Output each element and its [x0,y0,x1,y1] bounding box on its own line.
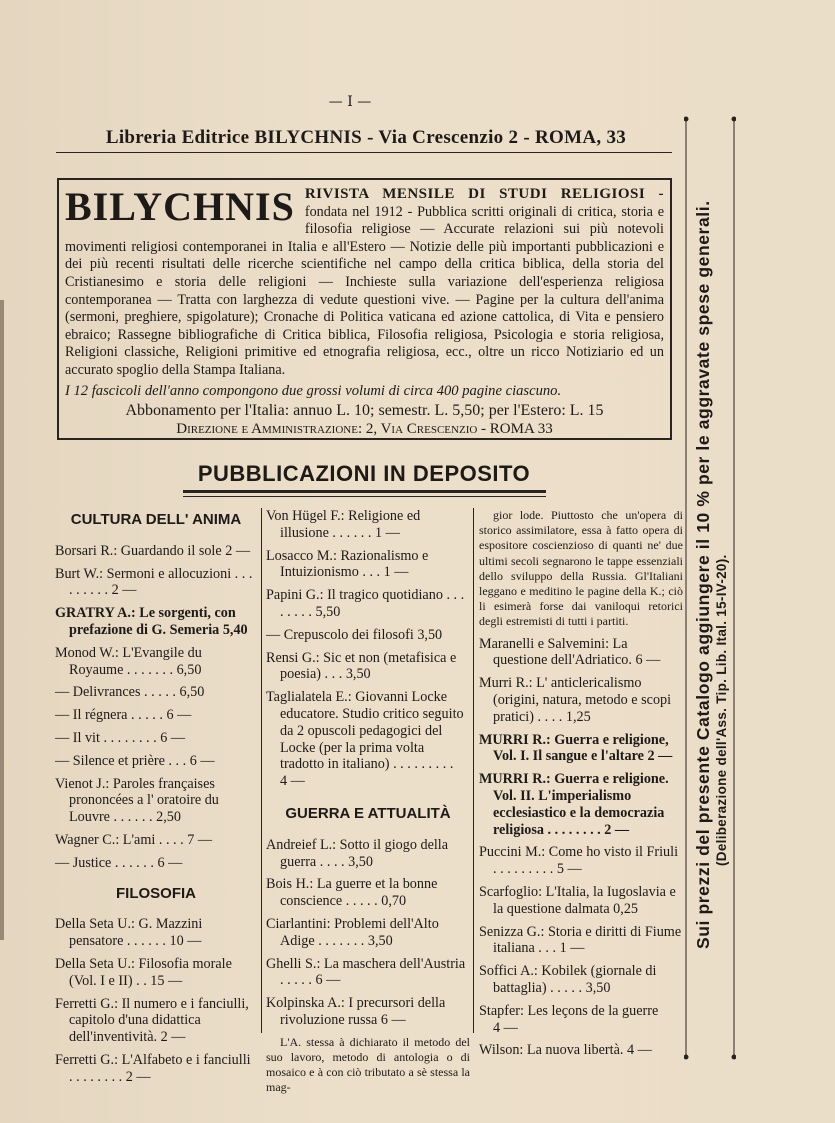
entry-price: 1,25 [565,708,591,725]
entry-title: GRATRY A.: Le sorgenti, con prefazione di G. Semeria [55,605,236,638]
entry-title: Losacco M.: Razionalismo e Intuizionismo . . . [266,547,429,581]
catalog-entry [55,776,257,826]
entry-price: 3,50 [417,626,443,643]
entry-title: Vienot J.: Paroles françaises prononcées a l' oratoire du Louvre . . . . . . [55,775,219,826]
column-3 [479,508,683,1065]
catalog-entry [266,837,470,871]
entry-price: 6 — [380,1011,406,1028]
catalog-entry [266,956,470,990]
entry-title: Ferretti G.: Il numero e i fanciulli, capitolo d'una didattica dell'inventività. [55,995,249,1046]
catalog-entry [479,675,683,725]
entry-price: 1 — [559,940,585,957]
title-rule-thick [183,490,546,493]
catalog-entry [55,684,257,701]
entry-title: Burt W.: Sermoni e allocuzioni . . . . . . . . . [55,565,253,599]
entry-title: Rensi G.: Sic et non (metafisica e poesia) . . . [266,649,457,683]
entry-title: Monod W.: L'Evangile du Royaume . . . . . . . [55,644,202,678]
entry-title: Stapfer: Les leçons de la guerre [479,1002,659,1019]
entry-title: Bois H.: La guerre et la bonne conscience . . . . . [266,876,438,910]
ad-fascicoli: I 12 fascicoli dell'anno compongono due grossi volumi di circa 400 pagine ciascuno. [65,382,562,399]
entry-list-filosofia [55,916,257,1085]
brand-wordmark: BILYCHNIS [65,184,295,229]
column-divider [473,508,474,1033]
catalog-entry [55,707,257,724]
bilychnis-advertisement [57,178,672,440]
catalog-entry [266,650,470,684]
entry-title: — Il vit . . . . . . . . [55,729,161,746]
ad-description: fondata nel 1912 - Pubblica scritti originali di critica, storia e filosofia religiose — Accurate relazioni sui più notevoli movimenti religiosi contemporanei in Italia e all'Estero — Notizie delle più importanti pubblicazioni e dei più recenti risultati delle ricerche scientifiche nel campo della critica biblica, della storia del Cristianesimo e storia delle religioni — Inchieste sulla variazione dell'esperienza religiosa contemporanea — Tratta con larghezza di vedute questioni vive. — Pagine per la cultura dell'anima (sermoni, preghiere, spigolature); Cronache di Politica vaticana ed azione cattolica, di Vita e pensiero ebraico; Rassegne bibliografiche di Critica biblica, Filosofia religiosa, Psicologia e storia religiosa, Religioni classiche, Religioni primitive ed etnografia religiosa, ecc., oltre un ricco Notiziario ed un accurato spoglio della Stampa Italiana. [65,203,664,378]
entry-price: 2 — [160,1029,186,1046]
entry-title: MURRI R.: Guerra e religione. Vol. II. L'imperialismo ecclesiastico e la democrazia religiosa . . . . . . . . [479,771,669,838]
entry-price: 15 — [150,972,183,989]
entry-title: — Justice . . . . . . [55,854,158,871]
section-heading-guerra: GUERRA E ATTUALITÀ [285,804,451,822]
catalog-entry [55,543,257,560]
catalog-entry [479,636,683,670]
entry-title: Senizza G.: Storia e diritti di Fiume italiana . . . [479,923,682,957]
catalog-entry [479,732,683,766]
catalog-entry [55,605,257,639]
entry-title: Papini G.: Il tragico quotidiano . . . . . . . . [266,587,465,620]
side-note-sub: (Deliberazione dell'Ass. Tip. Lib. Ital. 15-IV-20). [714,554,729,866]
entry-title: Puccini M.: Come ho visto il Friuli . . . . . . . . . [479,844,679,878]
catalog-entry [479,1042,683,1059]
entry-list-guerra-continued [479,636,683,1060]
entry-price: 5,40 [222,621,248,638]
entry-title: Murri R.: L' anticlericalismo (origini, natura, metodo e scopi pratici) . . . . [479,675,672,725]
column-divider [261,508,262,1033]
page-number: — I — [328,94,372,110]
entry-title: Von Hügel F.: Religione ed illusione . . . . . . [266,508,421,541]
catalog-entry [266,627,470,644]
entry-price: 6 — [635,652,661,669]
entry-list-guerra [266,837,470,1029]
review-note-continued: gior lode. Piuttosto che un'opera di storico assimilatore, essa à fatto opera di espositore coscienzioso di quanti ne' due ultimi secoli segnarono le tappe essenziali dello sviluppo della Russia. Gl'Italiani leggano e meditino le pagine della K.; ciò li esimerà forse dai vaniloqui retorici degli estremisti di tutti i partiti. [479,508,683,629]
catalog-entry [266,587,470,621]
entry-price: 1 — [374,524,400,541]
catalog-entry [479,844,683,878]
catalog-entry [55,996,257,1046]
entry-title: Ferretti G.: L'Alfabeto e i fanciulli . . . . . . . . [55,1051,251,1085]
entry-title: Ciarlantini: Problemi dell'Alto Adige . . . . . . . [266,915,439,949]
entry-price: 6 — [166,707,192,724]
catalog-entry [479,963,683,997]
catalog-entry [55,645,257,679]
catalog-entry [479,1003,683,1037]
entry-price: 6 — [157,854,183,871]
catalog-entry [55,566,257,600]
entry-price: 6,50 [176,661,202,678]
catalog-entry [55,753,257,770]
entry-price: 6 — [315,972,341,989]
catalog-entry [55,855,257,872]
entry-price: 6 — [160,729,186,746]
entry-title: Scarfoglio: L'Italia, la Iugoslavia e la questione dalmata [479,883,676,917]
catalog-entry [55,832,257,849]
entry-price: 3,50 [367,932,393,949]
header-rule [56,152,672,153]
entry-price: 3,50 [348,853,373,870]
entry-price: 3,50 [345,666,371,683]
title-rule-thin [183,496,546,497]
entry-title: Maranelli e Salvemini: La questione dell'Adriatico. [479,635,636,669]
entry-title: Borsari R.: Guardando il sole [55,542,226,559]
catalog-entry [266,916,470,950]
catalog-entry [266,876,470,910]
catalog-entry [55,730,257,747]
entry-list-cultura [55,543,257,872]
ad-lead: RIVISTA MENSILE DI STUDI RELIGIOSI - [304,186,664,202]
ad-subscription: Abbonamento per l'Italia: annuo L. 10; semestr. L. 5,50; per l'Estero: L. 15 [125,402,604,420]
section-main-title: PUBBLICAZIONI IN DEPOSITO [197,461,531,486]
entry-price: 1 — [383,564,409,581]
entry-price: 0,25 [613,900,638,917]
entry-price: 4 — [626,1042,652,1059]
side-note-main: Sui prezzi del presente Catalogo aggiungere il 10 % per le aggravate spese generali. [693,200,713,949]
column-2 [266,508,470,1102]
entry-title: Andreief L.: Sotto il giogo della guerra . . . . [266,836,449,870]
entry-title: Soffici A.: Kobilek (giornale di battaglia) . . . . . [479,963,657,996]
catalog-entry [479,884,683,918]
entry-price: 2 — [604,821,630,838]
entry-title: Wagner C.: L'ami . . . . [55,831,188,848]
publisher-header: Libreria Editrice BILYCHNIS - Via Crescenzio 2 - ROMA, 33 [105,127,627,148]
entry-price: 3,50 [585,979,611,996]
entry-price: 2 — [647,748,673,765]
entry-price: 2 — [125,1068,151,1085]
entry-price: 6 — [189,752,215,769]
entry-price: 2 — [111,582,137,599]
binding-edge [0,300,4,940]
entry-title: — Crepuscolo dei filosofi [266,626,418,643]
entry-price: 10 — [169,933,202,950]
catalog-entry [55,1052,257,1086]
entry-price: 5 — [556,861,582,878]
entry-title: — Silence et prière . . . [55,752,190,769]
entry-title: Della Seta U.: G. Mazzini pensatore . . . . . . [55,916,203,950]
section-heading-filosofia: FILOSOFIA [116,884,196,902]
entry-price: 6,50 [179,684,205,701]
entry-price: 0,70 [381,893,407,910]
entry-title: MURRI R.: Guerra e religione, Vol. I. Il sangue e l'altare [479,731,669,765]
entry-list-misc [266,508,470,790]
catalog-entry [266,548,470,582]
column-1 [55,508,257,1092]
entry-title: Wilson: La nuova libertà. [479,1042,627,1059]
ad-address: Direzione e Amministrazione: 2, Via Crescenzio - ROMA 33 [176,420,553,437]
catalog-entry [479,924,683,958]
catalog-entry [266,995,470,1029]
entry-title: Kolpinska A.: I precursori della rivoluzione russa [266,995,446,1028]
catalog-entry [266,689,470,790]
catalog-entry [266,508,470,542]
entry-title: — Il régnera . . . . . [55,707,167,724]
catalog-entry [55,916,257,950]
entry-title: — Delivrances . . . . . [55,684,180,701]
section-heading-cultura: CULTURA DELL' ANIMA [70,511,242,528]
entry-price: 4 — [493,1019,518,1036]
catalog-entry [479,771,683,838]
entry-price: 7 — [187,831,213,848]
review-note: L'A. stessa à dichiarato il metodo del suo lavoro, metodo di antologia o di mosaico e à con ciò tributato a sè stessa la mag- [266,1034,470,1095]
catalog-entry [55,956,257,990]
entry-price: 2,50 [156,809,181,826]
entry-price: 4 — [280,773,305,790]
entry-price: 5,50 [315,603,341,620]
side-price-note [684,116,736,1060]
entry-price: 2 — [225,542,251,559]
entry-title: Ghelli S.: La maschera dell'Austria . . . . . [266,955,466,989]
entry-title: Della Seta U.: Filosofia morale (Vol. I e II) . . [55,955,232,989]
entry-title: Taglialatela E.: Giovanni Locke educatore. Studio critico seguito da 2 opuscoli pedagogici del Locke (per la prima volta tradotto in italiano) . . . . . . . . . [266,689,464,773]
